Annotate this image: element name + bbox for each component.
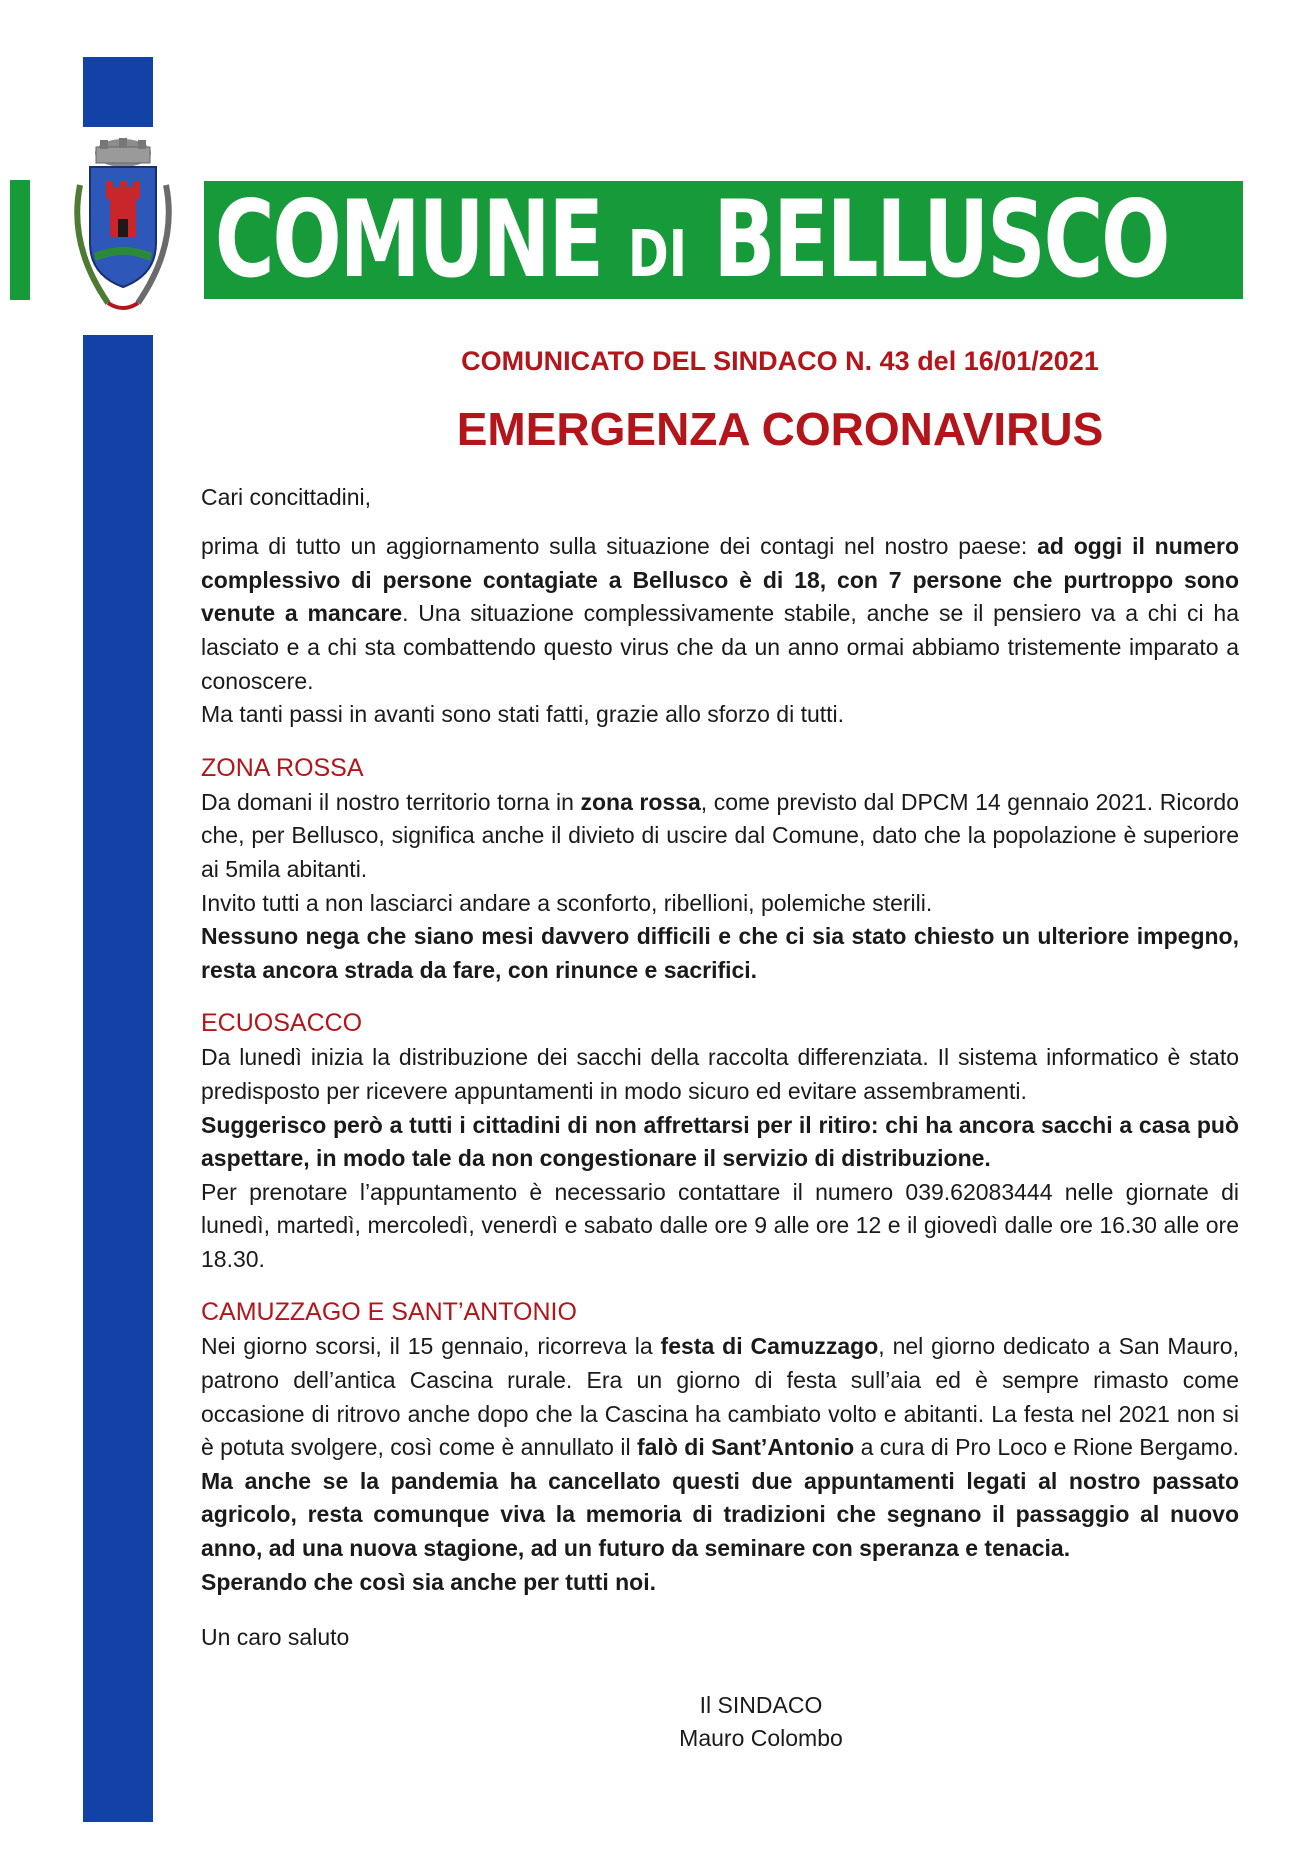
banner-title: COMUNE DI BELLUSCO [214,181,1169,299]
camuzzago-paragraph-3: Sperando che così sia anche per tutti noi. [201,1568,656,1595]
ecuosacco-paragraph-3: Per prenotare l’appuntamento è necessario contattare il numero 039.62083444 nelle giornate di lunedì, martedì, mercoledì, venerdì e sabato dalle ore 9 alle ore 12 e il giovedì dalle ore 16.30 alle ore 18.30. [201,1178,1239,1272]
communique-reference: COMUNICATO DEL SINDACO N. 43 del 16/01/2021 [461,346,1099,376]
zona-rossa-paragraph-3: Nessuno nega che siano mesi davvero difficili e che ci sia stato chiesto un ulteriore impegno, resta ancora strada da fare, con rinunce e sacrifici. [201,923,1239,983]
left-blue-bar-top [83,57,153,127]
camuzzago-paragraph: Nei giorno scorsi, il 15 gennaio, ricorreva la festa di Camuzzago, nel giorno dedicato a San Mauro, patrono dell’antica Cascina rurale. Era un giorno di festa sull’aia ed è sempre rimasto come occasione di ritrovo anche dopo che la Cascina ha cambiato volto e abitanti. La festa nel 2021 non si è potuta svolgere, così come è annullato il falò di Sant’Antonio a cura di Pro Loco e Rione Bergamo. [201,1333,1240,1461]
page-title: EMERGENZA CORONAVIRUS [456,402,1104,455]
zona-rossa-paragraph-2: Invito tutti a non lasciarci andare a sconforto, ribellioni, polemiche sterili. [201,889,933,916]
ecuosacco-paragraph-2: Suggerisco però a tutti i cittadini di non affrettarsi per il ritiro: chi ha ancora sacchi a casa può aspettare, in modo tale da non congestionare il servizio di distribuzione. [201,1111,1239,1172]
zona-rossa-paragraph: Da domani il nostro territorio torna in zona rossa, come previsto dal DPCM 14 gennaio 2021. Ricordo che, per Bellusco, significa anche il divieto di uscire dal Comune, dato che la popolazione è superiore ai 5mila abitanti. [201,788,1239,882]
camuzzago-paragraph-2: Ma anche se la pandemia ha cancellato questi due appuntamenti legati al nostro passato agricolo, resta comunque viva la memoria di tradizioni che segnano il passaggio al nuovo anno, ad una nuova stagione, ad un futuro da seminare con speranza e tenacia. [201,1467,1239,1562]
intro-paragraph-2: Ma tanti passi in avanti sono stati fatti, grazie allo sforzo di tutti. [201,701,845,728]
section-title-zona-rossa: ZONA ROSSA [201,753,364,782]
document-body [201,345,1239,1756]
section-title-ecuosacco: ECUOSACCO [201,1009,363,1038]
left-green-stripe [10,180,30,300]
ecuosacco-paragraph: Da lunedì inizia la distribuzione dei sacchi della raccolta differenziata. Il sistema informatico è stato predisposto per ricevere appuntamenti in modo sicuro ed evitare assembramenti. [201,1044,1239,1104]
header-banner [204,181,1243,299]
left-blue-bar-bottom [83,335,153,1822]
intro-paragraph: prima di tutto un aggiornamento sulla situazione dei contagi nel nostro paese: ad oggi il numero complessivo di persone contagiate a Bellusco è di 18, con 7 persone che purtroppo sono venute a mancare. Una situazione complessivamente stabile, anche se il pensiero va a chi ci ha lasciato e a chi sta combattendo questo virus che da un anno ormai abbiamo tristemente imparato a conoscere. [201,533,1240,694]
section-title-camuzzago: CAMUZZAGO E SANT’ANTONIO [201,1298,577,1327]
signature-role: Il SINDACO [699,1691,823,1718]
signature-name: Mauro Colombo [679,1725,843,1752]
town-crest-icon [58,125,188,325]
closing: Un caro saluto [201,1624,350,1651]
greeting: Cari concittadini, [201,483,372,510]
